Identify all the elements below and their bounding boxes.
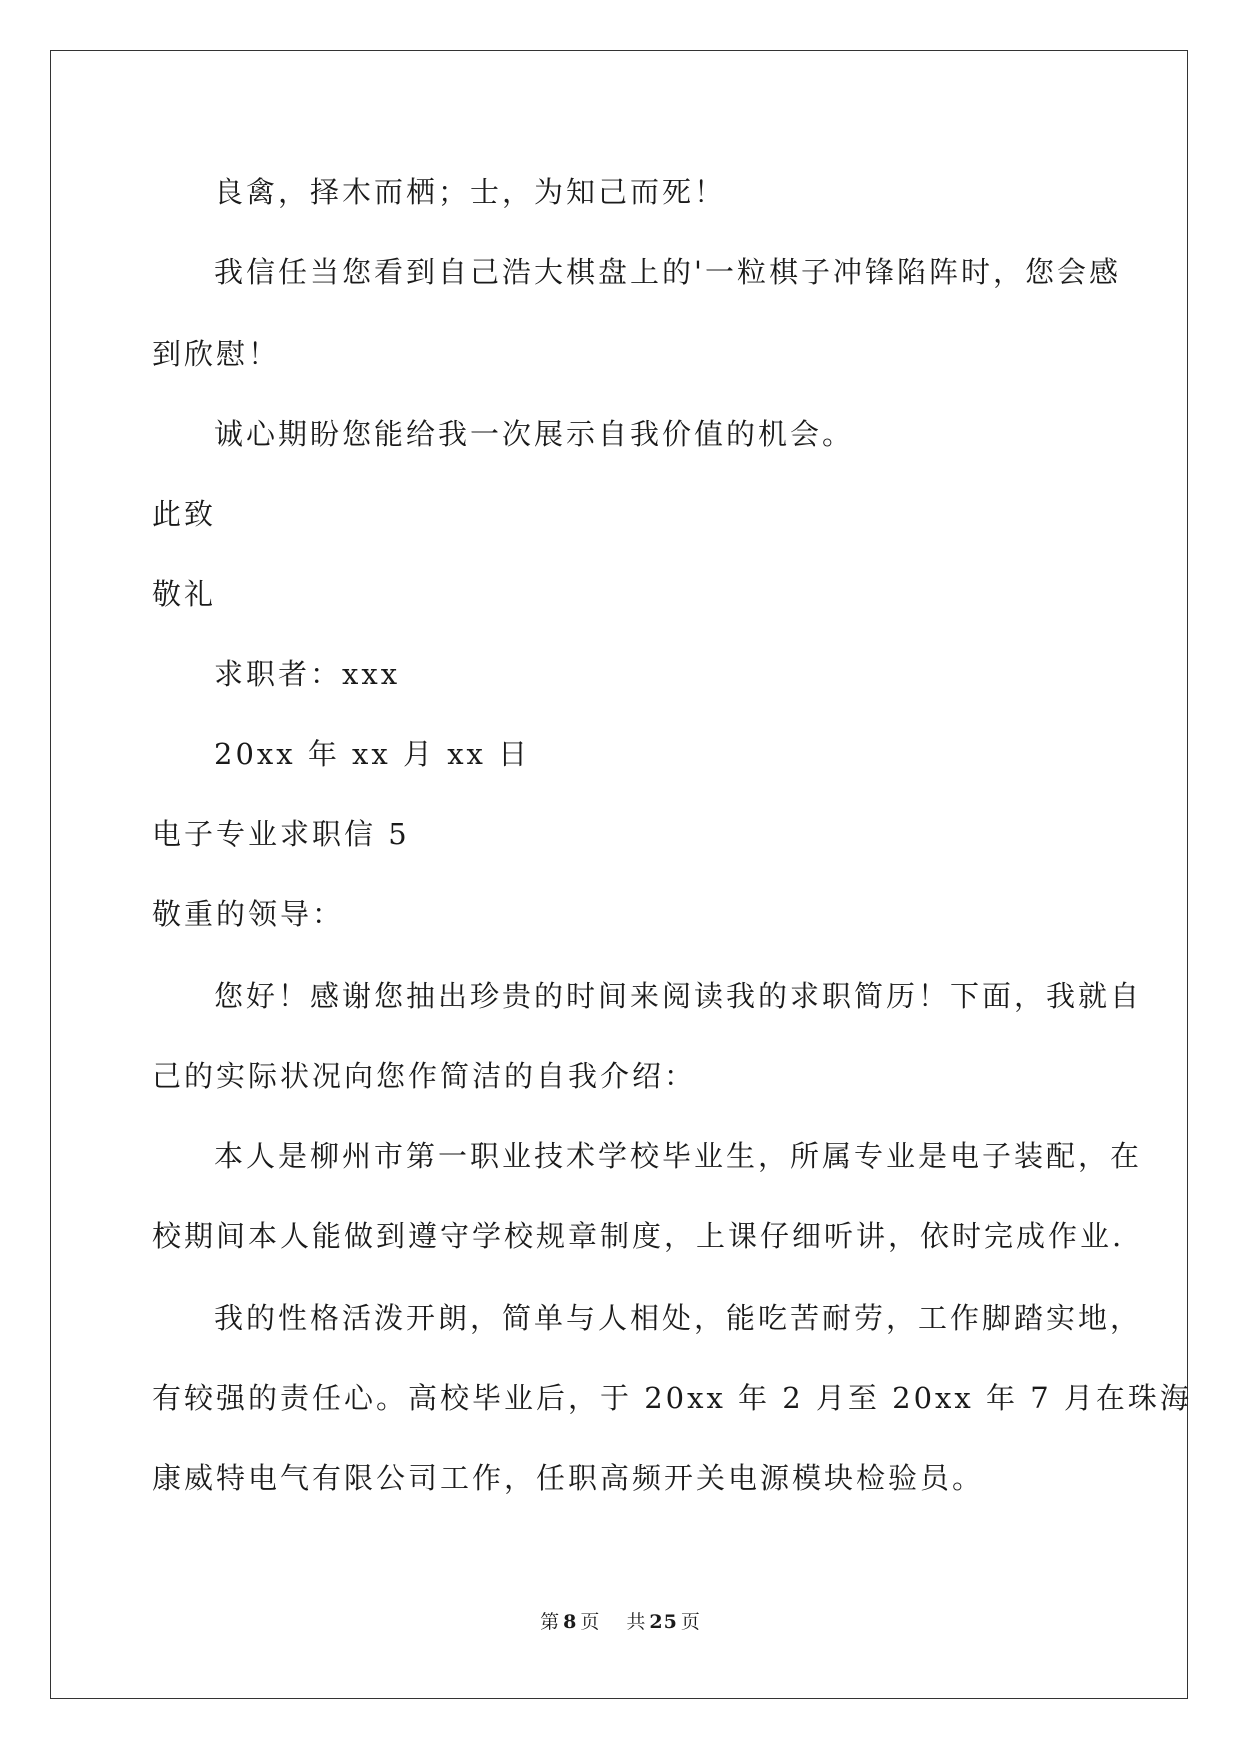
signature-line: 求职者：xxx bbox=[214, 657, 401, 691]
date-line: 20xx 年 xx 月 xx 日 bbox=[214, 737, 531, 771]
page-footer bbox=[0, 1610, 1241, 1634]
paragraph-line: 康威特电气有限公司工作，任职高频开关电源模块检验员。 bbox=[152, 1461, 985, 1495]
closing-line: 敬礼 bbox=[152, 577, 217, 611]
total-prefix: 共 bbox=[626, 1611, 647, 1633]
section-title: 电子专业求职信 5 bbox=[152, 817, 410, 851]
paragraph-line: 己的实际状况向您作简洁的自我介绍： bbox=[152, 1059, 697, 1093]
paragraph-line: 我的性格活泼开朗，简单与人相处，能吃苦耐劳，工作脚踏实地， bbox=[214, 1301, 1143, 1335]
salutation-line: 敬重的领导： bbox=[152, 897, 345, 931]
page-number: 8 bbox=[563, 1611, 578, 1633]
page-border bbox=[50, 50, 1188, 1699]
paragraph-line: 诚心期盼您能给我一次展示自我价值的机会。 bbox=[214, 417, 855, 451]
page-prefix: 第 bbox=[540, 1611, 561, 1633]
paragraph-line: 本人是柳州市第一职业技术学校毕业生，所属专业是电子装配，在 bbox=[214, 1139, 1143, 1173]
paragraph-line: 您好！感谢您抽出珍贵的时间来阅读我的求职简历！下面，我就自 bbox=[214, 979, 1143, 1013]
page-suffix: 页 bbox=[580, 1611, 601, 1633]
paragraph-line: 良禽，择木而栖；士，为知己而死！ bbox=[214, 175, 727, 209]
total-pages: 25 bbox=[649, 1611, 678, 1633]
paragraph-line: 我信任当您看到自己浩大棋盘上的'一粒棋子冲锋陷阵时，您会感 bbox=[214, 255, 1121, 289]
paragraph-line: 有较强的责任心。高校毕业后，于 20xx 年 2 月至 20xx 年 7 月在珠海 bbox=[152, 1381, 1192, 1415]
closing-line: 此致 bbox=[152, 497, 217, 531]
total-suffix: 页 bbox=[680, 1611, 701, 1633]
paragraph-line: 到欣慰！ bbox=[152, 337, 281, 371]
paragraph-line: 校期间本人能做到遵守学校规章制度，上课仔细听讲，依时完成作业. bbox=[152, 1219, 1125, 1253]
